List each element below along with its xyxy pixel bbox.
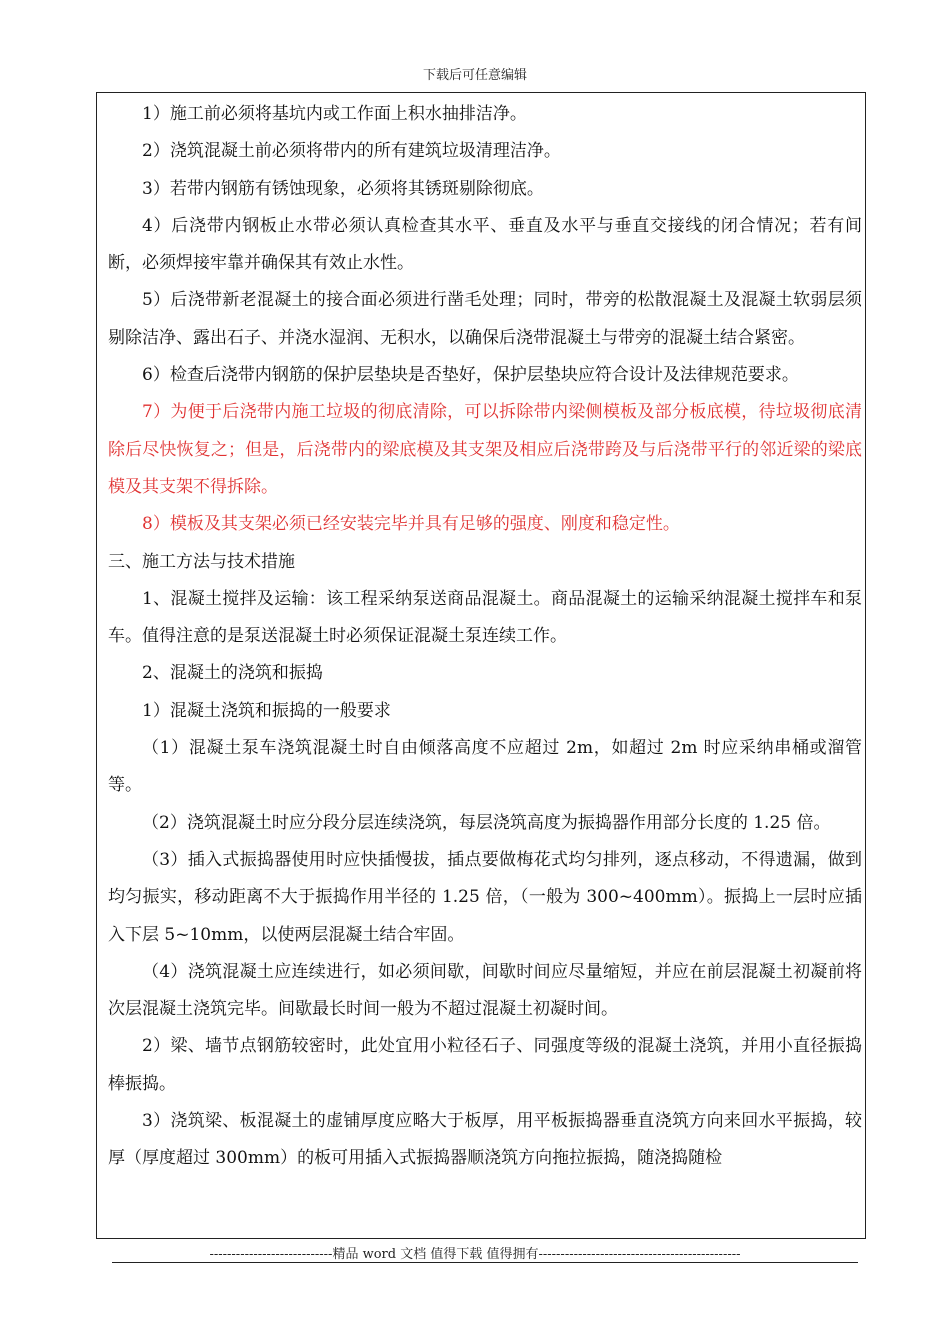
paragraph-item-4: （4）浇筑混凝土应连续进行，如必须间歇，间歇时间应尽量缩短，并应在前层混凝土初凝前将次层混凝土浇筑完毕。间歇最长时间一般为不超过混凝土初凝时间。 <box>108 961 862 1020</box>
paragraph-item-3: （3）插入式振捣器使用时应快插慢拔，插点要做梅花式均匀排列，逐点移动，不得遗漏，做到均匀振实，移动距离不大于振捣作用半径的 1.25 倍，（一般为 300~400mm）。振捣上一层时应插入下层 5~10mm，以使两层混凝土结合牢固。 <box>108 849 862 945</box>
section-heading: 三、施工方法与技术措施 <box>108 551 295 572</box>
subheading-pouring: 2、混凝土的浇筑和振捣 <box>142 663 323 684</box>
subheading-general-requirements: 1）混凝土浇筑和振捣的一般要求 <box>142 700 391 721</box>
paragraph-item-1: （1）混凝土泵车浇筑混凝土时自由倾落高度不应超过 2m，如超过 2m 时应采纳串桶或溜管等。 <box>108 738 862 796</box>
paragraph-5: 5）后浇带新老混凝土的接合面必须进行凿毛处理；同时，带旁的松散混凝土及混凝土软弱层须剔除洁净、露出石子、并浇水湿润、无积水，以确保后浇带混凝土与带旁的混凝土结合紧密。 <box>108 290 862 348</box>
paragraph-7-highlight: 7）为便于后浇带内施工垃圾的彻底清除，可以拆除带内梁侧模板及部分板底模，待垃圾彻底清除后尽快恢复之；但是，后浇带内的梁底模及其支架及相应后浇带跨及与后浇带平行的邻近梁的梁底模及其支架不得拆除。 <box>108 402 862 497</box>
footer-rule <box>112 1262 858 1263</box>
paragraph-mixing: 1、混凝土搅拌及运输：该工程采纳泵送商品混凝土。商品混凝土的运输采纳混凝土搅拌车和泵车。值得注意的是泵送混凝土时必须保证混凝土泵连续工作。 <box>108 588 862 647</box>
paragraph-6: 6）检查后浇带内钢筋的保护层垫块是否垫好，保护层垫块应符合设计及法律规范要求。 <box>142 365 799 386</box>
paragraph-beam-wall-nodes: 2）梁、墙节点钢筋较密时，此处宜用小粒径石子、同强度等级的混凝土浇筑，并用小直径振捣棒振捣。 <box>108 1036 862 1094</box>
paragraph-3: 3）若带内钢筋有锈蚀现象，必须将其锈斑剔除彻底。 <box>142 178 544 199</box>
paragraph-8-highlight: 8）模板及其支架必须已经安装完毕并具有足够的强度、刚度和稳定性。 <box>142 514 680 535</box>
paragraph-beam-slab-pouring: 3）浇筑梁、板混凝土的虚铺厚度应略大于板厚，用平板振捣器垂直浇筑方向来回水平振捣，较厚（厚度超过 300mm）的板可用插入式振捣器顺浇筑方向拖拉振捣，随浇捣随检 <box>108 1111 862 1169</box>
page-header: 下载后可任意编辑 <box>422 68 527 83</box>
paragraph-1: 1）施工前必须将基坑内或工作面上积水抽排洁净。 <box>142 104 527 124</box>
paragraph-2: 2）浇筑混凝土前必须将带内的所有建筑垃圾清理洁净。 <box>142 141 561 162</box>
document-body <box>108 96 862 1178</box>
page-footer: ----------------------------精品 word 文档 值得下载 值得拥有---------------------------------------------- <box>209 1247 741 1262</box>
paragraph-4: 4）后浇带内钢板止水带必须认真检查其水平、垂直及水平与垂直交接线的闭合情况；若有间断，必须焊接牢靠并确保其有效止水性。 <box>108 215 862 274</box>
paragraph-item-2: （2）浇筑混凝土时应分段分层连续浇筑，每层浇筑高度为振捣器作用部分长度的 1.25 倍。 <box>142 812 831 833</box>
